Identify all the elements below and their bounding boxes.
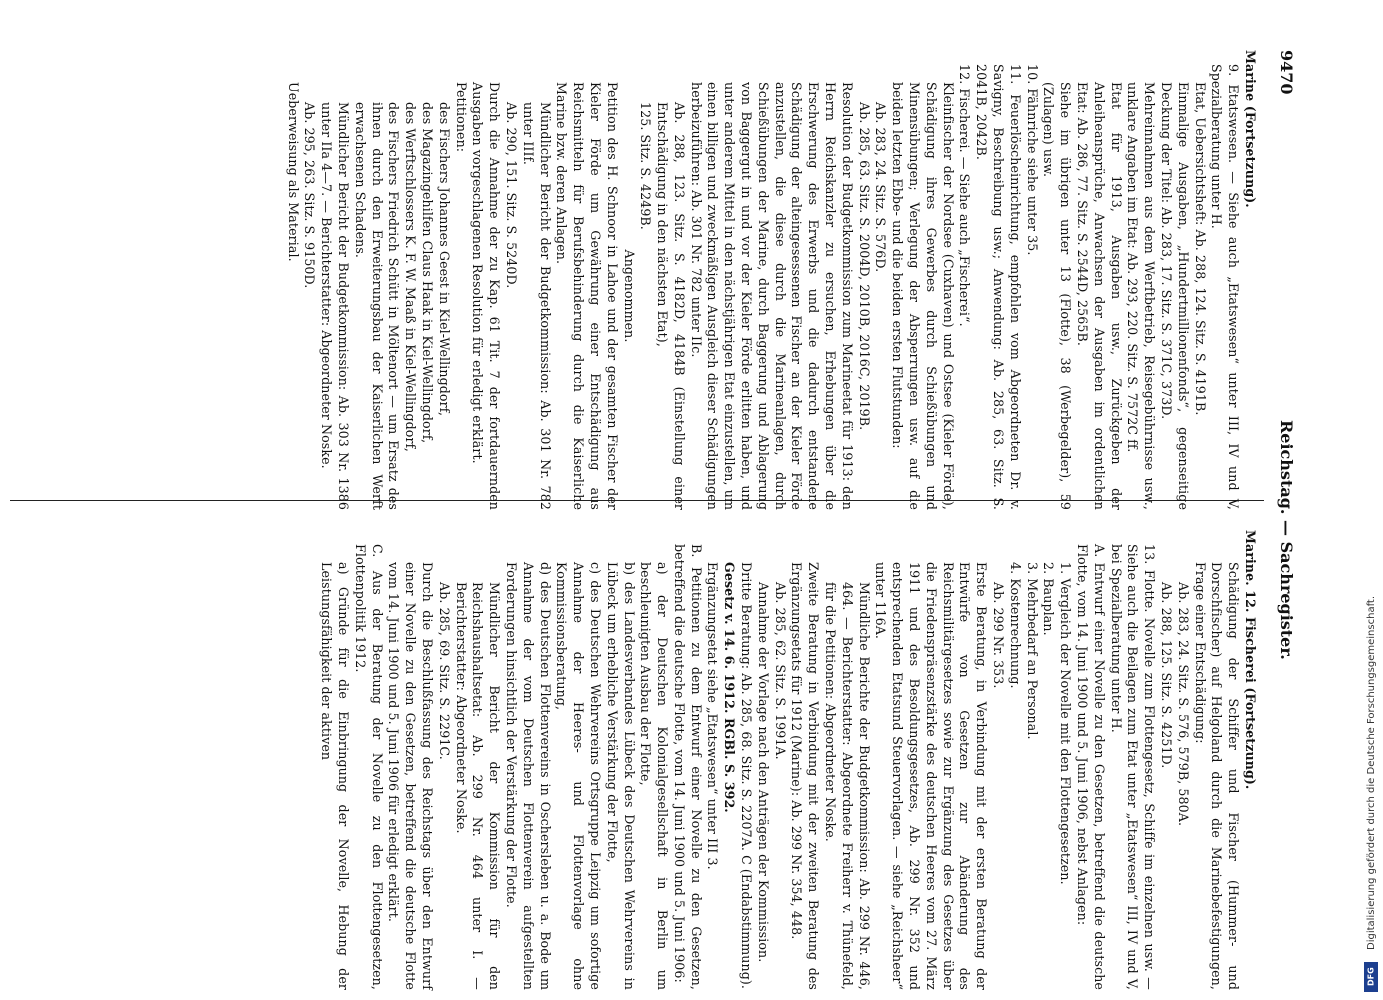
right-entry: Ab. 288, 125. Sitz. S. 4251D. — [1159, 582, 1175, 769]
left-entry: des Fischers Friedrich Schütt in Möltenort — um Ersatz des ihnen durch den Erweiterungsbau der Kaiserlichen Werft erwachsenen Schadens. — [352, 102, 402, 510]
left-entry: Etat, Uebersichtsheft: Ab. 288, 124. Sitz. S. 4191B. — [1192, 82, 1208, 416]
left-entry: Etat für 1913, Ausgaben usw., Zurückgeben der Anleiheansprüche, Anwachsen der Ausgaben im ordentlichen Etat: Ab. 286, 77. Sitz. S. 2544D, 2565B. — [1075, 82, 1124, 510]
dfg-logo: DFG — [1364, 962, 1378, 992]
right-entry: 1. Vergleich der Novelle mit den Flottengesetzen. — [1058, 562, 1074, 885]
page-header — [1266, 50, 1302, 960]
right-entry: Dritte Beratung: Ab. 285, 68. Sitz. S. 2207A. C (Endabstimmung). — [739, 562, 755, 990]
left-entry: des Fischers Johannes Geest in Kiel-Wellingdorf, — [436, 102, 452, 417]
right-entry: Marine. 12. Fischerei (Fortsetzung). — [1243, 530, 1258, 790]
left-entry: Petitionen: — [453, 82, 469, 153]
right-entry: Durch die Beschlußfassung des Reichstags über den Entwurf einer Novelle zu den Gesetzen, betreffend die deutsche Flotte vom 14. Juni 1900 und 5. Juni 1906 für erledigt erklärt. — [386, 562, 435, 990]
right-entry: 3. Mehrbedarf an Personal. — [1024, 562, 1040, 740]
left-entry: 10. Fähnriche siehe unter 35. — [1024, 64, 1040, 256]
right-column — [317, 530, 1258, 990]
right-entry: Gesetz v. 14. 6. 1912. RGBl. S. 392. — [722, 562, 738, 813]
right-entry: a) der Deutschen Kolonialgesellschaft in Berlin um beschleunigten Ausbau der Flotte, — [638, 562, 671, 990]
right-entry: Mündliche Berichte der Budgetkommission: Ab. 299 Nr. 446, 464. — Berichterstatter: Abgeordnete Freiherr v. Thünefeld, für die Petitionen: Abgeordneter Noske. — [823, 582, 872, 990]
left-entry: Ab. 295, 263. Sitz. S. 9150D. — [302, 102, 318, 289]
right-entry: B. Petitionen zu dem Entwurf einer Novelle zu den Gesetzen, betreffend die deutsche Flotte, vom 14. Juni 1900 und 5. Juni 1906: — [671, 544, 704, 990]
right-entry: Mündlicher Bericht der Kommission für den Reichshaushaltsetat: Ab. 299 Nr. 464 unter I. — Berichterstatter: Abgeordneter Noske. — [453, 582, 503, 990]
page-number: 9470 — [1277, 50, 1296, 95]
left-entry: Kleinfischer der Nordsee (Cuxhaven) und Ostsee (Kieler Förde), Schädigung ihres Gewerbes durch Schießübungen und Minensübungen; Verlegung der Absperrungen usw. auf die beiden letzten Ebbe- und die beiden ersten Flutstunden: — [890, 82, 956, 510]
left-entry: 125. Sitz. S. 4249B. — [638, 102, 654, 230]
right-entry: c) des Deutschen Wehrvereins Ortsgruppe Leipzig um sofortige Annahme der Heeres- und Flottenvorlage ohne Kommissionsberatung, — [554, 562, 603, 990]
left-entry: Marine (Fortsetzung). — [1243, 50, 1258, 208]
left-entry: 11. Feuerlöscheinrichtung, empfohlen vom Abgeordneten Dr. v. Savigny, Beschreibung usw.; Anwendung: Ab. 285, 63. Sitz. S. 2041B, 2042B. — [974, 64, 1023, 510]
left-entry: Petition des H. Schnoor in Lahoe und der gesamten Fischer der Kieler Förde um Gewährung einer Entschädigung aus Reichsmitteln für Berufsbehinderung durch die Kaiserliche Marine bzw. deren Anlagen. — [554, 82, 620, 510]
left-entry: Einmalige Ausgaben, „Hundertmillionenfonds“, gegenseitige Deckung der Titel: Ab. 283, 17. Sitz. S. 371C, 373D. — [1159, 82, 1191, 510]
right-entry: Annahme der Vorlage nach den Anträgen der Kommission. — [755, 582, 771, 963]
right-entry: 13. Flotte. Novelle zum Flottengesetz, Schiffe im einzelnen usw. — Siehe auch die Beilagen zum Etat unter „Etatswesen“ III, IV und V, bei Spezialberatung unter H. — [1108, 544, 1158, 990]
left-entry: 12. Fischerei. — Siehe auch „Fischerei“. — [957, 64, 973, 327]
right-entry: Ab. 285, 69. Sitz. S. 2291C. — [436, 582, 452, 760]
left-entry: Ab. 288, 123. Sitz. S. 4182D, 4184B (Einstellung einer Entschädigung in den nächsten Etat), — [655, 102, 687, 510]
left-column — [284, 50, 1258, 510]
right-entry: Schädigung der Schiffer und Fischer (Hummer- und Dorschfischer) auf Helgoland durch die Marinebefestigungen, Frage einer Entschädigung: — [1192, 562, 1242, 990]
right-entry: 4. Kostenrechnung. — [1007, 562, 1023, 689]
left-entry: des Werftschlossers K. F. W. Maaß in Kiel-Wellingdorf, — [403, 102, 419, 452]
left-entry: des Magazingehilfen Claus Haak in Kiel-Wellingdorf, — [419, 102, 435, 444]
left-entry: Ab. 283, 24. Sitz. S. 576D. — [873, 102, 889, 273]
right-entry: 2. Bauplan. — [1041, 562, 1057, 636]
right-entry: C. Aus der Beratung der Novelle zu den Flottengesetzen, Flottenpolitik 1912. — [352, 544, 385, 990]
left-entry: Durch die Annahme der zu Kap. 61 Tit. 7 der fortdauernden Ausgaben vorgeschlagenen Resolution für erledigt erklärt. — [470, 82, 503, 510]
left-entry: Angenommen. — [621, 249, 637, 343]
left-entry: Resolution der Budgetkommission zum Marineetat für 1913: den Herrn Reichskanzler zu ersuchen, Erhebungen über die Erschwerung des Erwerbs und die dadurch entstandene Schädigung der alteingesessenen Fischer an der Kieler Förde anzustellen, die diese durch die Marineanlagen, durch Schießübungen der Marine, durch Baggerung und Ablagerung von Baggergut in und vor der Kieler Förde erlitten haben, und unter anderem Mittel in den nächstjährigen Etat einzustellen, um einen billigen und zweckmäßigen Ausgleich dieser Schädigungen herbeizuführen: Ab. 301 Nr. 782 unter IIc. — [688, 82, 855, 510]
left-entry: Mündlicher Bericht der Budgetkommission: Ab. 301 Nr. 782 unter IIIf. — [520, 102, 553, 510]
left-entry: Siehe im übrigen unter 13 (Flotte), 38 (Werbegelder), 59 (Zulagen) usw. — [1041, 82, 1074, 510]
right-entry: Ergänzungsetat siehe „Etatswesen“ unter III 3. — [705, 562, 721, 870]
right-entry: Ab. 285, 62. Sitz. S. 1991A. — [772, 582, 788, 760]
document-page — [10, 0, 1310, 1000]
right-entry: Erste Beratung, in Verbindung mit der ersten Beratung der Entwürfe von Gesetzen zur Abänderung des Reichsmilitärgesetzes sowie zur Ergänzung des Gesetzes über die Friedenspräsenzstärke des deutschen Heeres vom 27. März 1911 und des Besoldungsgesetzes, Ab. 299 Nr. 352 und entsprechenden Etatsund Steuervorlagen. — siehe „Reichsheer“ unter 116A. — [873, 562, 990, 990]
right-entry: d) des Deutschen Flottenvereins in Oschersleben u. a. Bode um Annahme der vom Deutschen Flottenverein aufgestellten Forderungen hinsichtlich der Verstärkung der Flotte. — [503, 562, 553, 990]
running-title: Reichstag. — Sachregister. — [1277, 420, 1296, 660]
right-entry: Zweite Beratung in Verbindung mit der zweiten Beratung des Ergänzungsetats für 1912 (Marine): Ab. 299 Nr. 354, 448. — [789, 562, 822, 990]
right-entry: A. Entwurf einer Novelle zu den Gesetzen, betreffend die deutsche Flotte, vom 14. Juni 1900 und 5. Juni 1906, nebst Anlagen: — [1075, 544, 1107, 990]
left-entry: 9. Etatswesen. — Siehe auch „Etatswesen“ unter III, IV und V, Spezialberatung unter H. — [1209, 64, 1242, 510]
right-entry: b) des Landesverbandes Lübeck des Deutschen Wehrvereins in Lübeck um erhebliche Verstärkung der Flotte, — [604, 562, 637, 990]
left-entry: Mehreinnahmen aus dem Werftbetrieb, Reisegebührnisse usw., unklare Angaben im Etat: Ab. 293, 220. Sitz. S. 7572C ff. — [1125, 82, 1158, 510]
right-entry: Ab. 299 Nr. 353. — [991, 582, 1007, 689]
left-entry: Mündlicher Bericht der Budgetkommission: Ab. 303 Nr. 1386 unter IIa 4—7. — Berichterstatter: Abgeordneter Noske. — [319, 102, 351, 510]
digitization-note: Digitalisierung gefördert durch die Deutsche Forschungsgemeinschaft. — [1366, 595, 1377, 950]
right-entry: Ab. 283, 24. Sitz. S. 576, 579B, 580A. — [1175, 582, 1191, 827]
left-entry: Ab. 290, 151. Sitz. S. 5240D. — [503, 102, 519, 289]
left-entry: Ab. 285, 63. Sitz. S. 2004D, 2010B, 2016C, 2019B. — [856, 102, 872, 431]
left-entry: Ueberweisung als Material. — [285, 82, 301, 262]
right-entry: a) Gründe für die Einbringung der Novelle, Hebung der Leistungsfähigkeit der aktiven — [319, 562, 351, 990]
